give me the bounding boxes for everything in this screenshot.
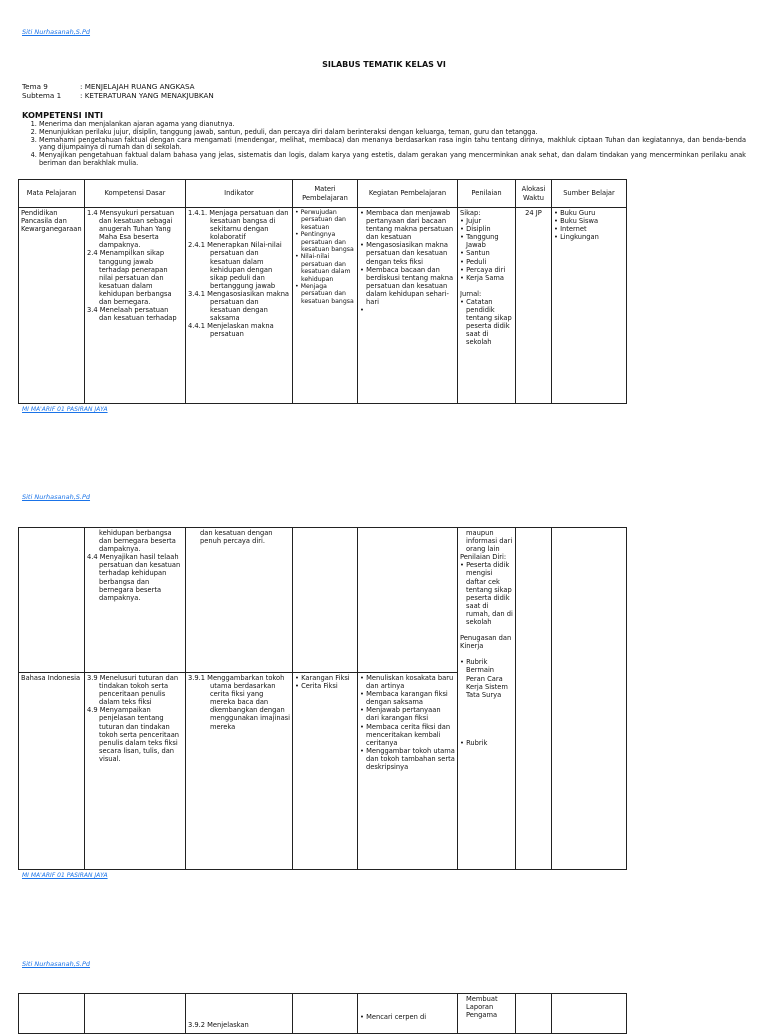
indikator-item: 2.4.1 Menerapkan Nilai-nilai persatuan dan kesatuan dalam kehidupan dengan sikap peduli dan bertanggung jawab [188, 241, 282, 290]
kegiatan-item: • Mencari cerpen di [360, 1013, 427, 1021]
kd-cell [87, 209, 183, 402]
indikator-continuation: dan kesatuan dengan penuh percaya diri. [200, 529, 273, 546]
penilaian-item: • Rubrik [460, 738, 488, 747]
indikator-item: 3.9.1 Menggambarkan tokoh utama berdasarkan cerita fiksi yang mereka baca dan dkembangkan dengan menggunakan imajinasi mereka [188, 674, 290, 731]
ki-item: 1. Menerima dan menjalankan ajaran agama yang dianutnya. [39, 121, 746, 129]
penilaian-item: • Disiplin [460, 225, 491, 234]
subtema-value: : KETERATURAN YANG MENAKJUBKAN [80, 91, 214, 100]
penilaian-item: • Peserta didik mengisi daftar cek tentang sikap peserta didik saat di rumah, dan di sekolah [460, 561, 513, 627]
materi-item: • Karangan Fiksi [295, 674, 350, 682]
header-author: Siti Nurhasanah,S.Pd [22, 28, 91, 36]
penilaian-item: • Jujur [460, 217, 482, 226]
col-header: Mata Pelajaran [19, 180, 85, 208]
penilaian-sikap-label: Sikap: [460, 209, 481, 217]
ki-item: 2. Menunjukkan perilaku jujur, disiplin, tanggung jawab, santun, peduli, dan percaya diri dalam berinteraksi dengan keluarga, teman, guru dan tetangga. [39, 129, 746, 137]
col-header: Indikator [186, 180, 293, 208]
penilaian-continuation: Membuat Laporan Pengama [466, 995, 498, 1020]
ki-item: 3. Memahami pengetahuan faktual dengan cara mengamati (mendengar, melihat, membaca) dan menanya berdasarkan rasa ingin tahu tentang dirinya, makhluk ciptaan Tuhan dan kegiatannya, dan benda-benda yang dijumpainya di rumah dan di sekolah. [39, 137, 746, 153]
indikator-item: 4.4.1 Menjelaskan makna persatuan [188, 322, 274, 339]
materi-item: • Pentingnya persatuan dan kesatuan bangsa [295, 231, 354, 254]
kegiatan-item: • Membaca bacaan dan berdiskusi tentang makna persatuan dan kesatuan dalam kehidupan sehari-hari [360, 265, 454, 307]
kegiatan-item: • [360, 306, 364, 315]
indikator-cell [188, 674, 290, 868]
mapel-cell: Bahasa Indonesia [21, 674, 81, 682]
indikator-item: 1.4.1. Menjaga persatuan dan kesatuan bangsa di sekitarnu dengan kolaboratif [188, 209, 289, 242]
penilaian-item: • Tanggung Jawab [460, 233, 499, 250]
kegiatan-item: • Menjawab pertanyaan dari karangan fiksi [360, 706, 441, 723]
col-header: Penilaian [458, 180, 516, 208]
kd-cell [87, 674, 183, 868]
kd-item: 2.4 Menampilkan sikap tanggung jawab terhadap penerapan nilai persatuan dan kesatuan dalam kehidupan berbangsa dan bernegara. [87, 249, 172, 307]
penilaian-diri-label: Penilaian Diri: [460, 553, 507, 562]
kegiatan-cell [360, 674, 455, 868]
materi-item: • Cerita Fiksi [295, 682, 338, 691]
footer-school: MI MA'ARIF 01 PASIRAN JAYA [22, 406, 108, 413]
col-header: Materi Pembelajaran [293, 180, 358, 208]
header-author: Siti Nurhasanah,S.Pd [22, 960, 91, 968]
indikator-item: 3.9.2 Menjelaskan [188, 1021, 249, 1029]
penilaian-item: • Peduli [460, 257, 487, 266]
page-title: SILABUS TEMATIK KELAS VI [322, 60, 446, 69]
penilaian-item: • Kerja Sama [460, 273, 505, 282]
kd-item: 3.9 Menelusuri tuturan dan tindakan tokoh serta penceritaan penulis dalam teks fiksi [87, 674, 179, 707]
alokasi-cell: 24 JP [525, 209, 542, 217]
ki-list [22, 121, 746, 168]
materi-cell [295, 209, 355, 402]
kd-cell [87, 529, 183, 671]
materi-cell [295, 674, 355, 868]
sumber-item: • Buku Siswa [554, 217, 599, 226]
penilaian-item: • Santun [460, 249, 490, 258]
syllabus-table-page2 [18, 527, 627, 870]
sumber-item: • Buku Guru [554, 209, 596, 217]
kegiatan-item: • Membaca cerita fiksi dan menceritakan kembali ceritanya [360, 722, 451, 747]
col-header: Kompetensi Dasar [85, 180, 186, 208]
syllabus-table-page1 [18, 179, 627, 404]
kegiatan-item: • Menggambar tokoh utama dan tokoh tambahan serta deskripsinya [360, 746, 455, 772]
mapel-cell: Pendidikan Pancasila dan Kewarganegaraan [21, 209, 82, 234]
tema-info [22, 82, 214, 100]
footer-school: MI MA'ARIF 01 PASIRAN JAYA [22, 872, 108, 879]
materi-item: • Perwujudan persatuan dan kesatuan [295, 209, 346, 231]
subtema-label: Subtema 1 [22, 91, 62, 100]
penilaian-cell [460, 209, 513, 402]
tema-label: Tema 9 [22, 82, 48, 91]
kegiatan-cell [360, 209, 455, 402]
penilaian-item: • Catatan pendidik tentang sikap peserta didik saat di sekolah [460, 297, 512, 347]
col-header: Kegiatan Pembelajaran [358, 180, 458, 208]
kd-item: 1.4 Mensyukuri persatuan dan kesatuan sebagai anugerah Tuhan Yang Maha Esa beserta dampaknya. [87, 209, 175, 250]
penilaian-jurnal-label: Jurnal: [460, 289, 482, 298]
kegiatan-item: • Membaca karangan fiksi dengan saksama [360, 690, 448, 707]
kd-item: 4.9 Menyampaikan penjelasan tentang tuturan dan tindakan tokoh serta penceritaan penulis dalam teks fiksi secara lisan, tulis, dan visual. [87, 706, 180, 763]
sumber-cell [554, 209, 624, 402]
kegiatan-item: • Membaca dan menjawab pertanyaan dari bacaan tentang makna persatuan dan kesatuan [360, 209, 454, 242]
col-header: Sumber Belajar [552, 180, 627, 208]
syllabus-table-page3 [18, 993, 627, 1034]
materi-item: • Menjaga persatuan dan kesatuan bangsa [295, 283, 354, 305]
kd-item: 4.4 Menyajikan hasil telaah persatuan dan kesatuan terhadap kehidupan berbangsa dan bernegara beserta dampaknya. [87, 553, 181, 602]
penilaian-item: • Percaya diri [460, 265, 506, 274]
kd-continuation: kehidupan berbangsa dan bernegara beserta dampaknya. [99, 529, 176, 554]
kegiatan-item: • Mengasosiasikan makna persatuan dan kesatuan dengan teks fiksi [360, 241, 448, 266]
indikator-cell [188, 209, 290, 402]
header-author: Siti Nurhasanah,S.Pd [22, 493, 91, 501]
tema-value: : MENJELAJAH RUANG ANGKASA [80, 82, 195, 91]
ki-item: 4. Menyajikan pengetahuan faktual dalam bahasa yang jelas, sistematis dan logis, dalam karya yang estetis, dalam gerakan yang mencerminkan anak sehat, dan dalam tindakan yang mencerminkan perilaku anak beriman dan berakhlak mulia. [39, 152, 746, 168]
ki-heading: KOMPETENSI INTI [22, 110, 104, 120]
sumber-item: • Internet [554, 225, 587, 234]
penilaian-item: • Rubrik Bermain Peran Cara Kerja Sistem Tata Surya [460, 658, 508, 699]
materi-item: • Nilai-nilai persatuan dan kesatuan dalam kehidupan [295, 253, 351, 283]
col-header: Alokasi Waktu [516, 180, 552, 208]
kd-item: 3.4 Menelaah persatuan dan kesatuan terhadap [87, 306, 177, 323]
indikator-item: 3.4.1 Mengasosiasikan makna persatuan dan kesatuan dengan saksama [188, 289, 290, 323]
penilaian-tugas-label: Penugasan dan Kinerja [460, 634, 512, 651]
sumber-item: • Lingkungan [554, 233, 599, 242]
kegiatan-item: • Menuliskan kosakata baru dan artinya [360, 674, 454, 691]
penilaian-cell [460, 529, 513, 867]
penilaian-continuation: maupun informasi dari orang lain [466, 529, 513, 554]
